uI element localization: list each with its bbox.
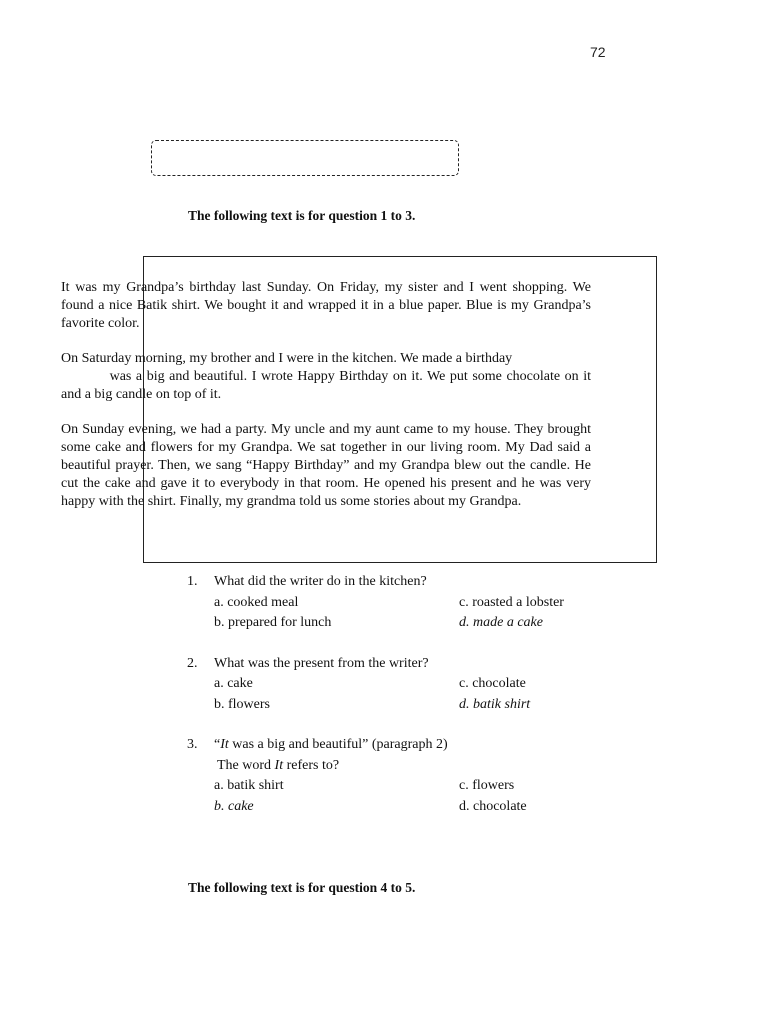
answer-options	[187, 776, 607, 817]
question-3	[187, 735, 607, 817]
option-d: d. chocolate	[459, 798, 527, 814]
answer-options	[187, 593, 607, 634]
section-heading-q4-5: The following text is for question 4 to 5.	[188, 880, 416, 895]
blank-answer-box	[151, 140, 459, 176]
subtext-italic-it: It	[274, 757, 284, 773]
question-text: What did the writer do in the kitchen?	[214, 574, 427, 589]
passage-paragraph-3: On Sunday evening, we had a party. My uncle and my aunt came to my house. They brought some cake and flowers for my Grandpa. We sat together in our living room. My Dad said a beautiful prayer. Then, we sang “Happy Birthday” and my Grandpa blew out the candle. He cut the cake and gave it to everybody in that room. He opened his present and he was very happy with the shirt. Finally, my grandma told us some stories about my Grandpa.	[61, 422, 591, 509]
subtext-post: refers to?	[283, 757, 340, 773]
page-number: 72	[590, 44, 606, 60]
reading-passage	[61, 279, 591, 528]
passage-paragraph-2	[61, 350, 591, 404]
option-a: a. batik shirt	[214, 778, 284, 793]
question-subtext	[187, 756, 607, 777]
option-c: c. roasted a lobster	[459, 594, 564, 610]
option-a: a. cake	[214, 676, 253, 691]
question-text-rest: was a big and beautiful” (paragraph 2)	[228, 737, 448, 752]
option-b-answer: b. cake	[214, 798, 254, 814]
option-c: c. chocolate	[459, 676, 526, 691]
passage-paragraph-2-part-2: was a big and beautiful. I wrote Happy Birthday on it. We put some chocolate on it and a big candle on top of it.	[61, 369, 592, 402]
question-number: 1.	[187, 574, 198, 589]
subtext-pre: The word	[217, 757, 275, 773]
question-list	[187, 572, 607, 837]
italic-it: It	[220, 737, 229, 752]
option-a: a. cooked meal	[214, 594, 299, 610]
question-1	[187, 572, 607, 634]
question-text	[214, 735, 448, 756]
option-d-answer: d. made a cake	[459, 615, 543, 630]
option-b: b. flowers	[214, 696, 270, 712]
open-quote: “	[214, 737, 221, 752]
passage-paragraph-2-part-1: On Saturday morning, my brother and I were in the kitchen. We made a birthday	[61, 351, 513, 366]
question-2	[187, 654, 607, 716]
question-number: 2.	[187, 655, 198, 671]
passage-paragraph-1: It was my Grandpa’s birthday last Sunday. On Friday, my sister and I went shopping. We found a nice Batik shirt. We bought it and wrapped it in a blue paper. Blue is my Grandpa’s favorite color.	[61, 280, 591, 331]
option-d-answer: d. batik shirt	[459, 696, 531, 712]
question-number: 3.	[187, 737, 198, 752]
option-b: b. prepared for lunch	[214, 615, 332, 630]
option-c: c. flowers	[459, 778, 515, 793]
answer-options	[187, 674, 607, 715]
question-text: What was the present from the writer?	[214, 655, 429, 671]
section-heading-q1-3: The following text is for question 1 to 3.	[188, 208, 416, 223]
